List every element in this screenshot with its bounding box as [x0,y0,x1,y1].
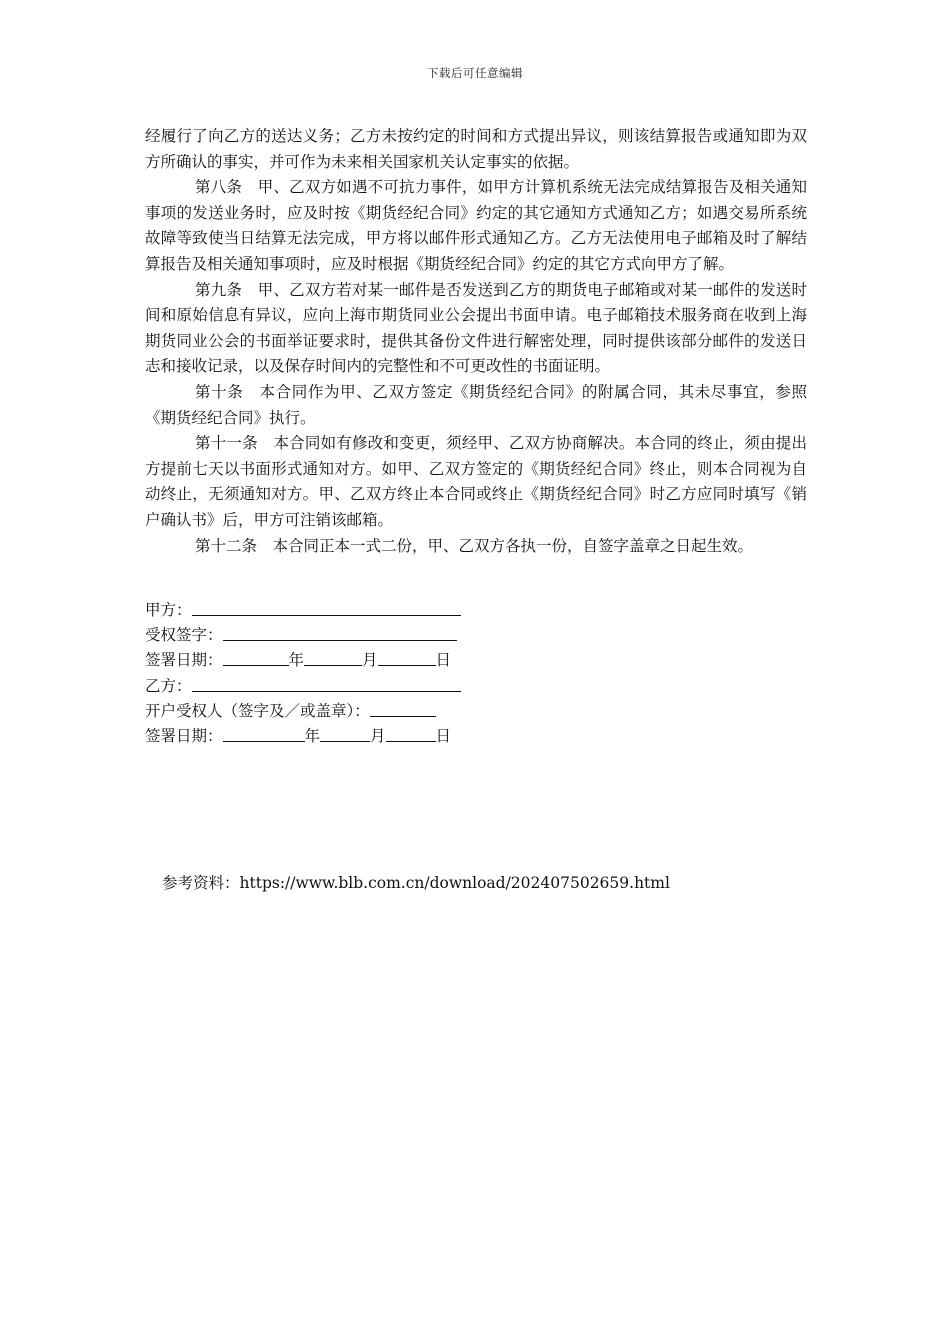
party-b-blank[interactable] [192,674,461,692]
account-rep-label: 开户受权人（签字及／或盖章）： [145,701,370,720]
reference-line: 参考资料：https://www.blb.com.cn/download/202407502659.html [162,874,670,892]
article-10: 第十条 本合同作为甲、乙双方签定《期货经纪合同》的附属合同，其未尽事宜，参照《期货经纪合同》执行。 [145,382,807,427]
party-a-label: 甲方： [145,601,192,619]
authorized-sign-line [145,623,565,648]
day-label-b: 日 [435,727,452,746]
article-12: 第十二条 本合同正本一式二份，甲、乙双方各执一份，自签字盖章之日起生效。 [195,536,754,555]
account-rep-line [145,699,565,724]
day-blank-a[interactable] [378,648,436,666]
party-a-blank[interactable] [192,598,461,616]
contract-body [145,124,807,559]
month-label-b: 月 [370,727,386,746]
article-11: 第十一条 本合同如有修改和变更，须经甲、乙双方协商解决。本合同的终止，须由提出方提前七天以书面形式通知对方。如甲、乙双方签定的《期货经纪合同》终止，则本合同视为自动终止，无须通知对方。甲、乙双方终止本合同或终止《期货经纪合同》时乙方应同时填写《销户确认书》后，甲方可注销该邮箱。 [145,434,807,529]
date-label-a: 签署日期： [145,651,223,670]
month-blank-a[interactable] [304,648,362,666]
year-blank-b[interactable] [223,724,305,742]
party-b-line [145,674,565,699]
year-label-a: 年 [288,651,305,670]
date-line-a [145,648,565,673]
year-label-b: 年 [304,727,321,746]
date-line-b [145,724,565,749]
page-header: 下载后可任意编辑 [427,66,523,80]
month-label-a: 月 [362,651,378,670]
authorized-sign-blank[interactable] [223,623,457,641]
day-label-a: 日 [435,651,452,670]
date-label-b: 签署日期： [145,727,223,746]
party-b-label: 乙方： [145,676,192,695]
authorized-sign-label: 受权签字： [145,626,223,645]
year-blank-a[interactable] [223,648,289,666]
day-blank-b[interactable] [386,724,436,742]
article-8: 第八条 甲、乙双方如遇不可抗力事件，如甲方计算机系统无法完成结算报告及相关通知事项的发送业务时，应及时按《期货经纪合同》约定的其它通知方式通知乙方；如遇交易所系统故障等致使当日结算无法完成，甲方将以邮件形式通知乙方。乙方无法使用电子邮箱及时了解结算报告及相关通知事项时，应及时根据《期货经纪合同》约定的其它方式向甲方了解。 [145,178,807,273]
paragraph-continuation: 经履行了向乙方的送达义务；乙方未按约定的时间和方式提出异议，则该结算报告或通知即为双方所确认的事实，并可作为未来相关国家机关认定事实的依据。 [145,127,807,171]
month-blank-b[interactable] [320,724,370,742]
party-a-line [145,598,565,623]
article-9: 第九条 甲、乙双方若对某一邮件是否发送到乙方的期货电子邮箱或对某一邮件的发送时间和原始信息有异议，应向上海市期货同业公会提出书面申请。电子邮箱技术服务商在收到上海期货同业公会的书面举证要求时，提供其备份文件进行解密处理，同时提供该部分邮件的发送日志和接收记录，以及保存时间内的完整性和不可更改性的书面证明。 [145,280,807,376]
signature-block [145,598,565,749]
account-rep-blank[interactable] [370,699,436,717]
